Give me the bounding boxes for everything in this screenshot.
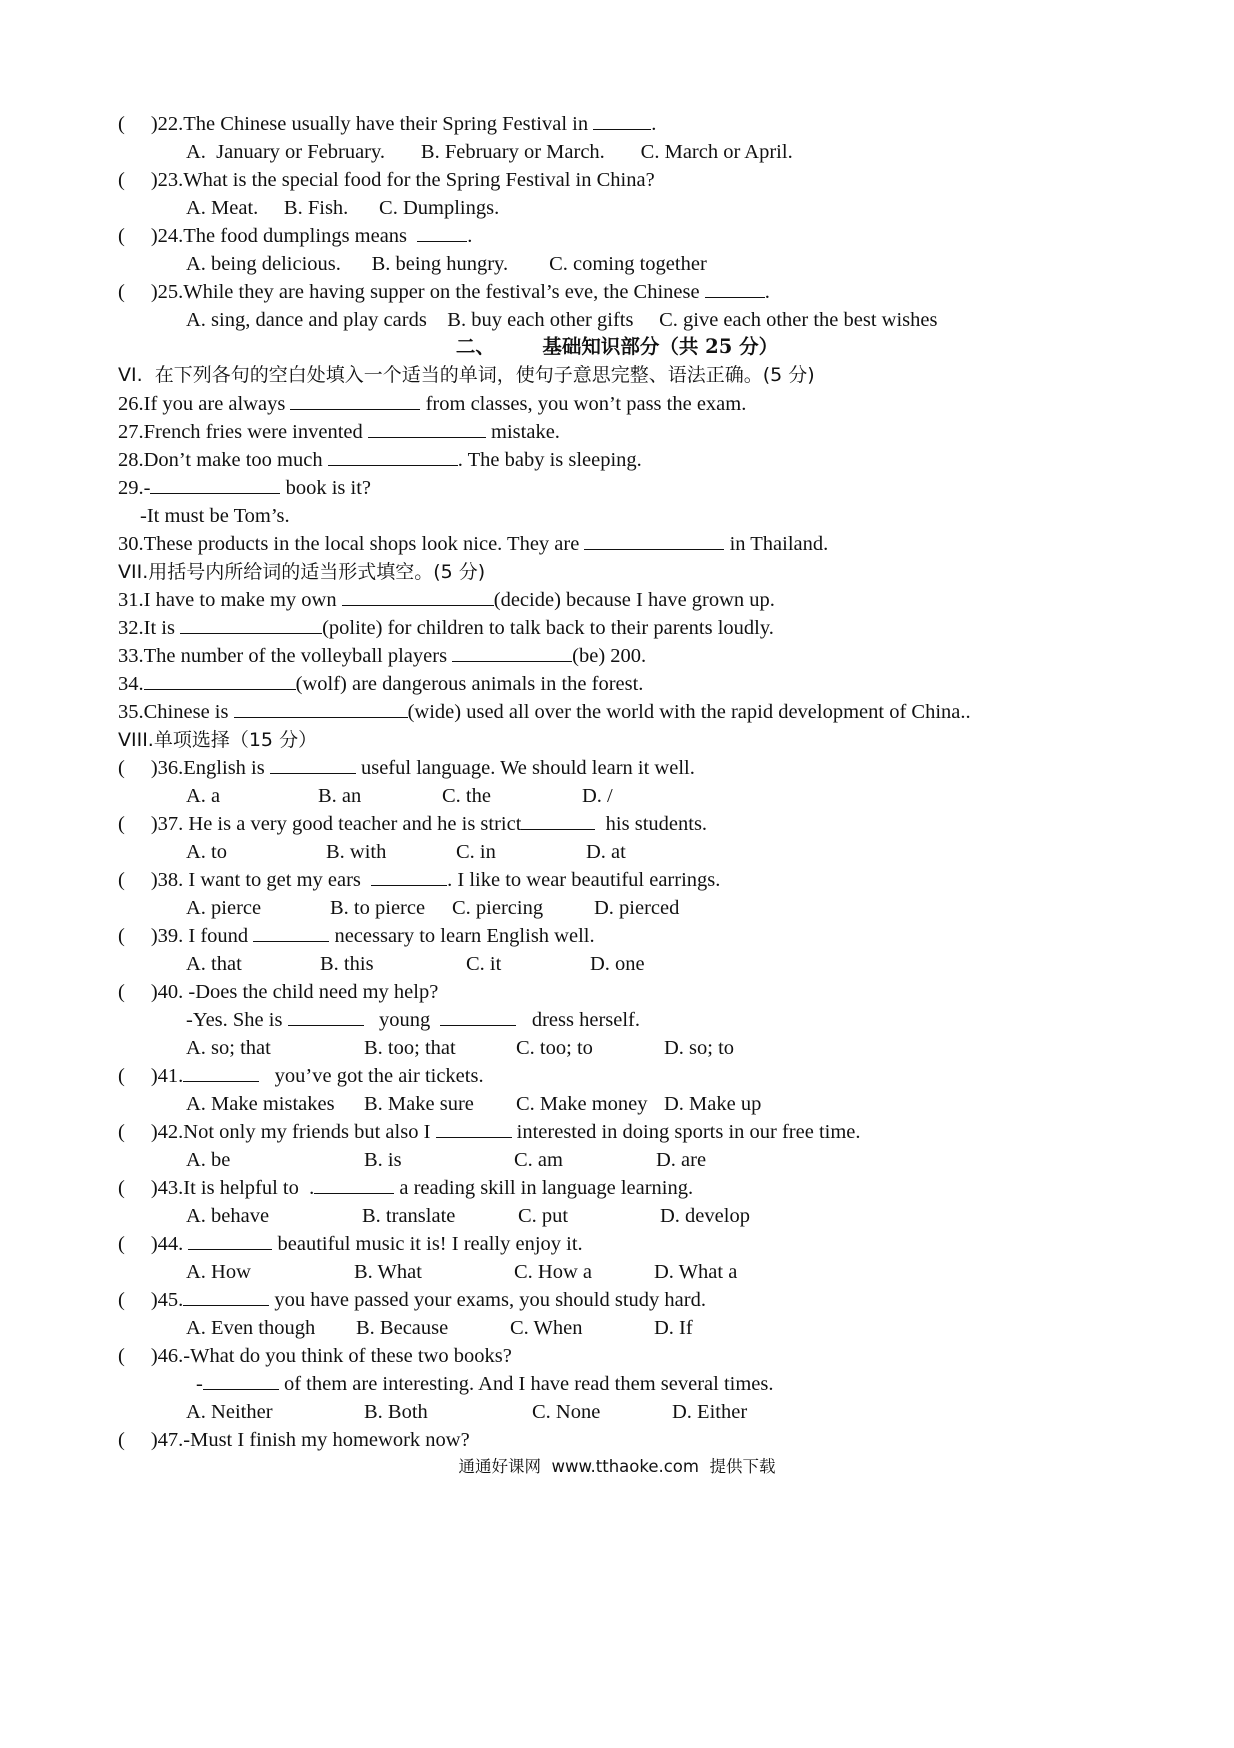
- option: A. pierce: [186, 897, 262, 919]
- answer-paren: (: [118, 869, 125, 891]
- question-stem: )24.The food dumplings means: [150, 225, 408, 247]
- question-22: ( )22.The Chinese usually have their Spring Festival in .: [118, 113, 657, 135]
- question-36: ( )36.English is useful language. We should learn it well.: [118, 757, 695, 779]
- answer-paren: (: [118, 281, 125, 303]
- answer-blank: [183, 1287, 269, 1306]
- answer-blank: [342, 587, 494, 606]
- option: A. How: [186, 1261, 251, 1283]
- answer-paren: (: [118, 113, 125, 135]
- answer-blank: [188, 1231, 272, 1250]
- question-stem: )23.What is the special food for the Spring Festival in China?: [150, 169, 655, 191]
- option: D. are: [656, 1149, 707, 1171]
- option: B. Both: [364, 1401, 428, 1423]
- question-33: 33.The number of the volleyball players (be) 200.: [118, 645, 647, 667]
- question-25: ( )25.While they are having supper on the festival’s eve, the Chinese .: [118, 281, 770, 303]
- option: A. to: [186, 841, 227, 863]
- answer-blank: [270, 755, 356, 774]
- option: D. pierced: [594, 897, 680, 919]
- option: B. Because: [356, 1317, 449, 1339]
- answer-blank: [180, 615, 322, 634]
- question-46-reply: - of them are interesting. And I have read them several times.: [196, 1373, 774, 1395]
- option: D. develop: [660, 1205, 750, 1227]
- answer-blank: [290, 391, 420, 410]
- answer-blank: [150, 475, 280, 494]
- question-40-reply: -Yes. She is young dress herself.: [186, 1009, 640, 1031]
- option: A. a: [186, 785, 221, 807]
- answer-paren: (: [118, 757, 125, 779]
- answer-paren: (: [118, 169, 125, 191]
- answer-blank: [288, 1007, 364, 1026]
- option: D. Make up: [664, 1093, 762, 1115]
- answer-blank: [440, 1007, 516, 1026]
- answer-blank: [328, 447, 458, 466]
- answer-blank: [144, 671, 296, 690]
- answer-paren: (: [118, 1065, 125, 1087]
- answer-paren: (: [118, 1429, 125, 1451]
- option: C. in: [456, 841, 496, 863]
- option: A. behave: [186, 1205, 270, 1227]
- option: A. so; that: [186, 1037, 271, 1059]
- answer-blank: [314, 1175, 394, 1194]
- answer-paren: (: [118, 981, 125, 1003]
- option: B. Make sure: [364, 1093, 474, 1115]
- option: C. put: [518, 1205, 569, 1227]
- question-23: [118, 167, 655, 193]
- question-25-options: A. sing, dance and play cards B. buy each other gifts C. give each other the best wishes: [186, 309, 938, 331]
- option: C. it: [466, 953, 502, 975]
- section-viii-title: VIII.单项选择（15 分）: [118, 729, 318, 751]
- answer-blank: [371, 867, 447, 886]
- answer-blank: [368, 419, 486, 438]
- question-28: 28.Don’t make too much . The baby is sleeping.: [118, 449, 642, 471]
- option: D. at: [586, 841, 626, 863]
- answer-paren: (: [118, 925, 125, 947]
- question-35: 35.Chinese is (wide) used all over the world with the rapid development of China..: [118, 701, 971, 723]
- question-39: ( )39. I found necessary to learn English well.: [118, 925, 595, 947]
- question-44: ( )44. beautiful music it is! I really enjoy it.: [118, 1233, 583, 1255]
- answer-blank: [705, 279, 765, 298]
- option: B. too; that: [364, 1037, 456, 1059]
- question-42: ( )42.Not only my friends but also I interested in doing sports in our free time.: [118, 1121, 861, 1143]
- question-31: 31.I have to make my own (decide) because I have grown up.: [118, 589, 775, 611]
- option: C. the: [442, 785, 491, 807]
- answer-blank: [452, 643, 572, 662]
- option: D. so; to: [664, 1037, 735, 1059]
- section-heading: 二、 基础知识部分（共 25 分）: [455, 335, 779, 358]
- answer-paren: (: [118, 1121, 125, 1143]
- answer-blank: [593, 111, 651, 130]
- option: D. Either: [672, 1401, 748, 1423]
- question-23-options: A. Meat. B. Fish. C. Dumplings.: [186, 197, 500, 219]
- option: A. Even though: [186, 1317, 316, 1339]
- question-24: ( )24.The food dumplings means .: [118, 225, 473, 247]
- option: C. Make money: [516, 1093, 648, 1115]
- option: B. to pierce: [330, 897, 426, 919]
- answer-blank: [417, 223, 467, 242]
- option: A. be: [186, 1149, 231, 1171]
- section-vi-title: VI. 在下列各句的空白处填入一个适当的单词，使句子意思完整、语法正确。(5 分): [118, 364, 815, 386]
- question-43: ( )43.It is helpful to . a reading skill in language learning.: [118, 1177, 694, 1199]
- option: B. an: [318, 785, 362, 807]
- question-34: 34. (wolf) are dangerous animals in the forest.: [118, 673, 644, 695]
- question-47: ( )47.-Must I finish my homework now?: [118, 1429, 470, 1451]
- answer-blank: [203, 1371, 279, 1390]
- question-40: ( )40. -Does the child need my help?: [118, 981, 439, 1003]
- option: D. What a: [654, 1261, 738, 1283]
- question-stem: )22.The Chinese usually have their Spring Festival in: [150, 113, 589, 135]
- question-29-answer: -It must be Tom’s.: [140, 505, 290, 527]
- question-26: 26.If you are always from classes, you won’t pass the exam.: [118, 393, 747, 415]
- option: B. What: [354, 1261, 422, 1283]
- answer-paren: (: [118, 225, 125, 247]
- answer-paren: (: [118, 1177, 125, 1199]
- answer-paren: (: [118, 1289, 125, 1311]
- answer-blank: [253, 923, 329, 942]
- option: B. this: [320, 953, 374, 975]
- option: A. that: [186, 953, 242, 975]
- question-45: ( )45. you have passed your exams, you should study hard.: [118, 1289, 706, 1311]
- option: D. one: [590, 953, 645, 975]
- question-27: 27.French fries were invented mistake.: [118, 421, 560, 443]
- question-24-options: A. being delicious. B. being hungry. C. coming together: [186, 253, 707, 275]
- option: C. When: [510, 1317, 583, 1339]
- option: C. piercing: [452, 897, 544, 919]
- answer-paren: (: [118, 1233, 125, 1255]
- answer-blank: [183, 1063, 259, 1082]
- answer-blank: [521, 811, 595, 830]
- option: B. with: [326, 841, 387, 863]
- page-footer: 通通好课网 www.tthaoke.com 提供下载: [458, 1457, 776, 1476]
- answer-paren: (: [118, 1345, 125, 1367]
- answer-blank: [436, 1119, 512, 1138]
- option: B. translate: [362, 1205, 456, 1227]
- question-29: 29.- book is it?: [118, 477, 371, 499]
- question-32: 32.It is (polite) for children to talk back to their parents loudly.: [118, 617, 774, 639]
- option: D. /: [582, 785, 613, 807]
- option: B. is: [364, 1149, 402, 1171]
- question-46: ( )46.-What do you think of these two books?: [118, 1345, 512, 1367]
- section-vii-title: VII.用括号内所给词的适当形式填空。(5 分): [118, 561, 486, 583]
- question-30: 30.These products in the local shops look nice. They are in Thailand.: [118, 533, 829, 555]
- answer-blank: [234, 699, 408, 718]
- answer-paren: (: [118, 813, 125, 835]
- option: D. If: [654, 1317, 693, 1339]
- question-41: ( )41. you’ve got the air tickets.: [118, 1065, 484, 1087]
- option: C. None: [532, 1401, 601, 1423]
- answer-blank: [584, 531, 724, 550]
- question-stem: )25.While they are having supper on the festival’s eve, the Chinese: [150, 281, 700, 303]
- option: C. am: [514, 1149, 563, 1171]
- question-38: ( )38. I want to get my ears . I like to wear beautiful earrings.: [118, 869, 721, 891]
- option: C. too; to: [516, 1037, 593, 1059]
- option: A. Make mistakes: [186, 1093, 335, 1115]
- option: C. How a: [514, 1261, 593, 1283]
- question-37: ( )37. He is a very good teacher and he is strict his students.: [118, 813, 708, 835]
- option: A. Neither: [186, 1401, 273, 1423]
- question-22-options: A. January or February. B. February or March. C. March or April.: [186, 141, 793, 163]
